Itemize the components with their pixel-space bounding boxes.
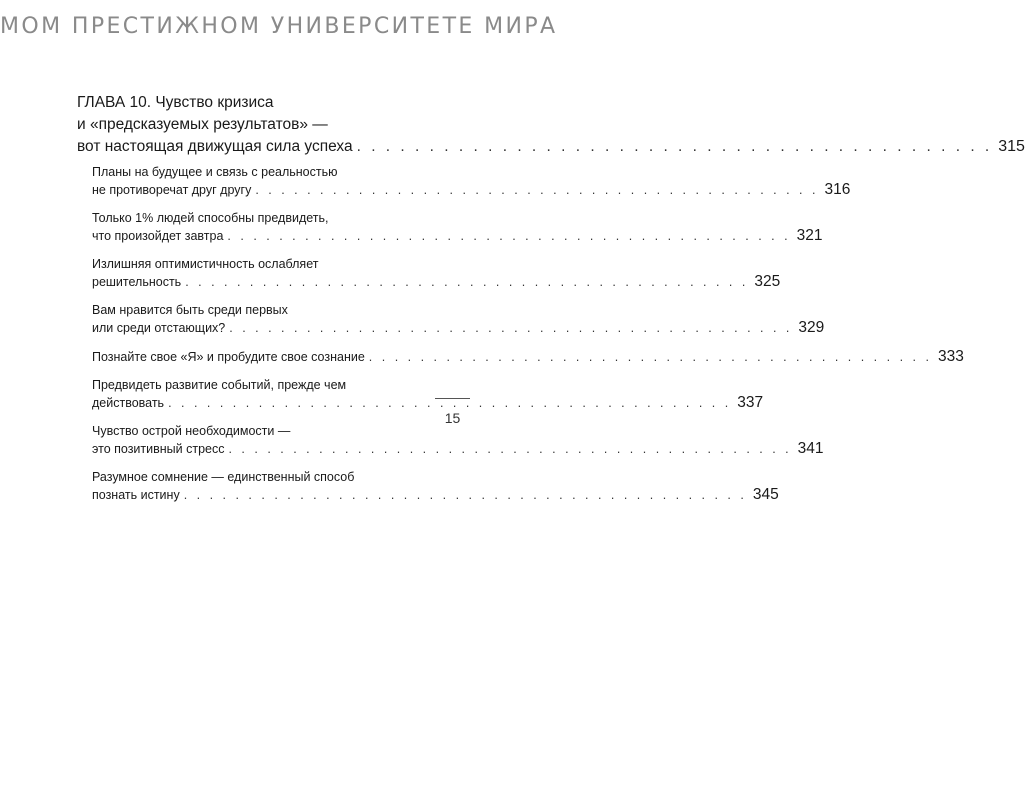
dot-leader: . . . . . . . . . . . . . . . . . . . . . . . . . . . . . . . . . . . . . . . . . . . .	[185, 275, 749, 289]
chapter-title-line: ГЛАВА 10. Чувство кризиса	[77, 94, 274, 111]
entry-page-number: 321	[796, 227, 823, 244]
running-header: МОМ ПРЕСТИЖНОМ УНИВЕРСИТЕТЕ МИРА	[0, 14, 558, 39]
entry-last-line	[92, 348, 964, 366]
entry-title-line: Разумное сомнение — единственный способ	[92, 470, 355, 484]
dot-leader: . . . . . . . . . . . . . . . . . . . . . . . . . . . . . . . . . . . . . . . . . . . .	[368, 350, 932, 364]
entry-title-line: действовать	[92, 396, 165, 410]
dot-leader: . . . . . . . . . . . . . . . . . . . . . . . . . . . . . . . . . . . . . . . . . . . .	[168, 396, 732, 410]
toc-entry	[92, 377, 764, 412]
toc-entry	[92, 423, 824, 458]
entry-title-line: Только 1% людей способны предвидеть,	[92, 211, 329, 225]
entry-last-line	[92, 440, 824, 458]
entry-title-line: Вам нравится быть среди первых	[92, 303, 288, 317]
entry-last-line	[92, 319, 825, 337]
entry-page-number: 329	[798, 319, 825, 336]
table-of-contents	[77, 92, 1025, 515]
chapter-title-line: вот настоящая движущая сила успеха	[77, 138, 353, 155]
dot-leader: . . . . . . . . . . . . . . . . . . . . . . . . . . . . . . . . . . . . . . . . . . . .	[229, 321, 793, 335]
entry-page-number: 345	[752, 486, 779, 503]
entry-page-number: 333	[937, 348, 964, 365]
entry-title-line: что произойдет завтра	[92, 229, 224, 243]
entry-last-line	[92, 394, 764, 412]
dot-leader: . . . . . . . . . . . . . . . . . . . . . . . . . . . . . . . . . . . . . . . . . . . .	[255, 183, 819, 197]
chapter-title-line: и «предсказуемых результатов» —	[77, 116, 328, 133]
entry-title-line: решительность	[92, 275, 182, 289]
dot-leader: . . . . . . . . . . . . . . . . . . . . . . . . . . . . . . . . . . . . . . . . . . . .	[227, 229, 791, 243]
dot-leader: . . . . . . . . . . . . . . . . . . . . . . . . . . . . . . . . . . . . . . . . . . . .	[183, 488, 747, 502]
toc-entry	[92, 348, 964, 366]
page-number: 15	[444, 410, 461, 426]
entry-last-line	[92, 181, 851, 199]
chapter-page-number: 315	[998, 138, 1025, 155]
entry-page-number: 316	[824, 181, 851, 198]
toc-entry	[92, 256, 781, 291]
entry-title-line: или среди отстающих?	[92, 321, 226, 335]
toc-entry	[92, 210, 823, 245]
entry-last-line	[92, 273, 781, 291]
entry-title-line: познать истину	[92, 488, 180, 502]
entry-page-number: 341	[797, 440, 824, 457]
folio-rule	[435, 398, 470, 399]
entry-page-number: 325	[754, 273, 781, 290]
dot-leader: . . . . . . . . . . . . . . . . . . . . . . . . . . . . . . . . . . . . . . . . . . . .	[228, 442, 792, 456]
toc-entry	[92, 302, 825, 337]
entry-title-line: Излишняя оптимистичность ослабляет	[92, 257, 319, 271]
entry-page-number: 337	[737, 394, 764, 411]
entry-title-line: Планы на будущее и связь с реальностью	[92, 165, 338, 179]
toc-entry	[92, 164, 851, 199]
dot-leader: . . . . . . . . . . . . . . . . . . . . . . . . . . . . . . . . . . . . . . . . . . . .	[356, 138, 993, 155]
entry-last-line	[92, 486, 779, 504]
entry-title-line: Чувство острой необходимости —	[92, 424, 291, 438]
chapter-title-last-line	[77, 136, 1025, 158]
toc-entry	[92, 469, 779, 504]
entry-title-line: это позитивный стресс	[92, 442, 225, 456]
entry-title-line: Предвидеть развитие событий, прежде чем	[92, 378, 347, 392]
entry-title-line: не противоречат друг другу	[92, 183, 252, 197]
entry-last-line	[92, 227, 823, 245]
chapter-heading	[77, 92, 1025, 158]
entry-title-line: Познайте свое «Я» и пробудите свое сознание	[92, 350, 365, 364]
